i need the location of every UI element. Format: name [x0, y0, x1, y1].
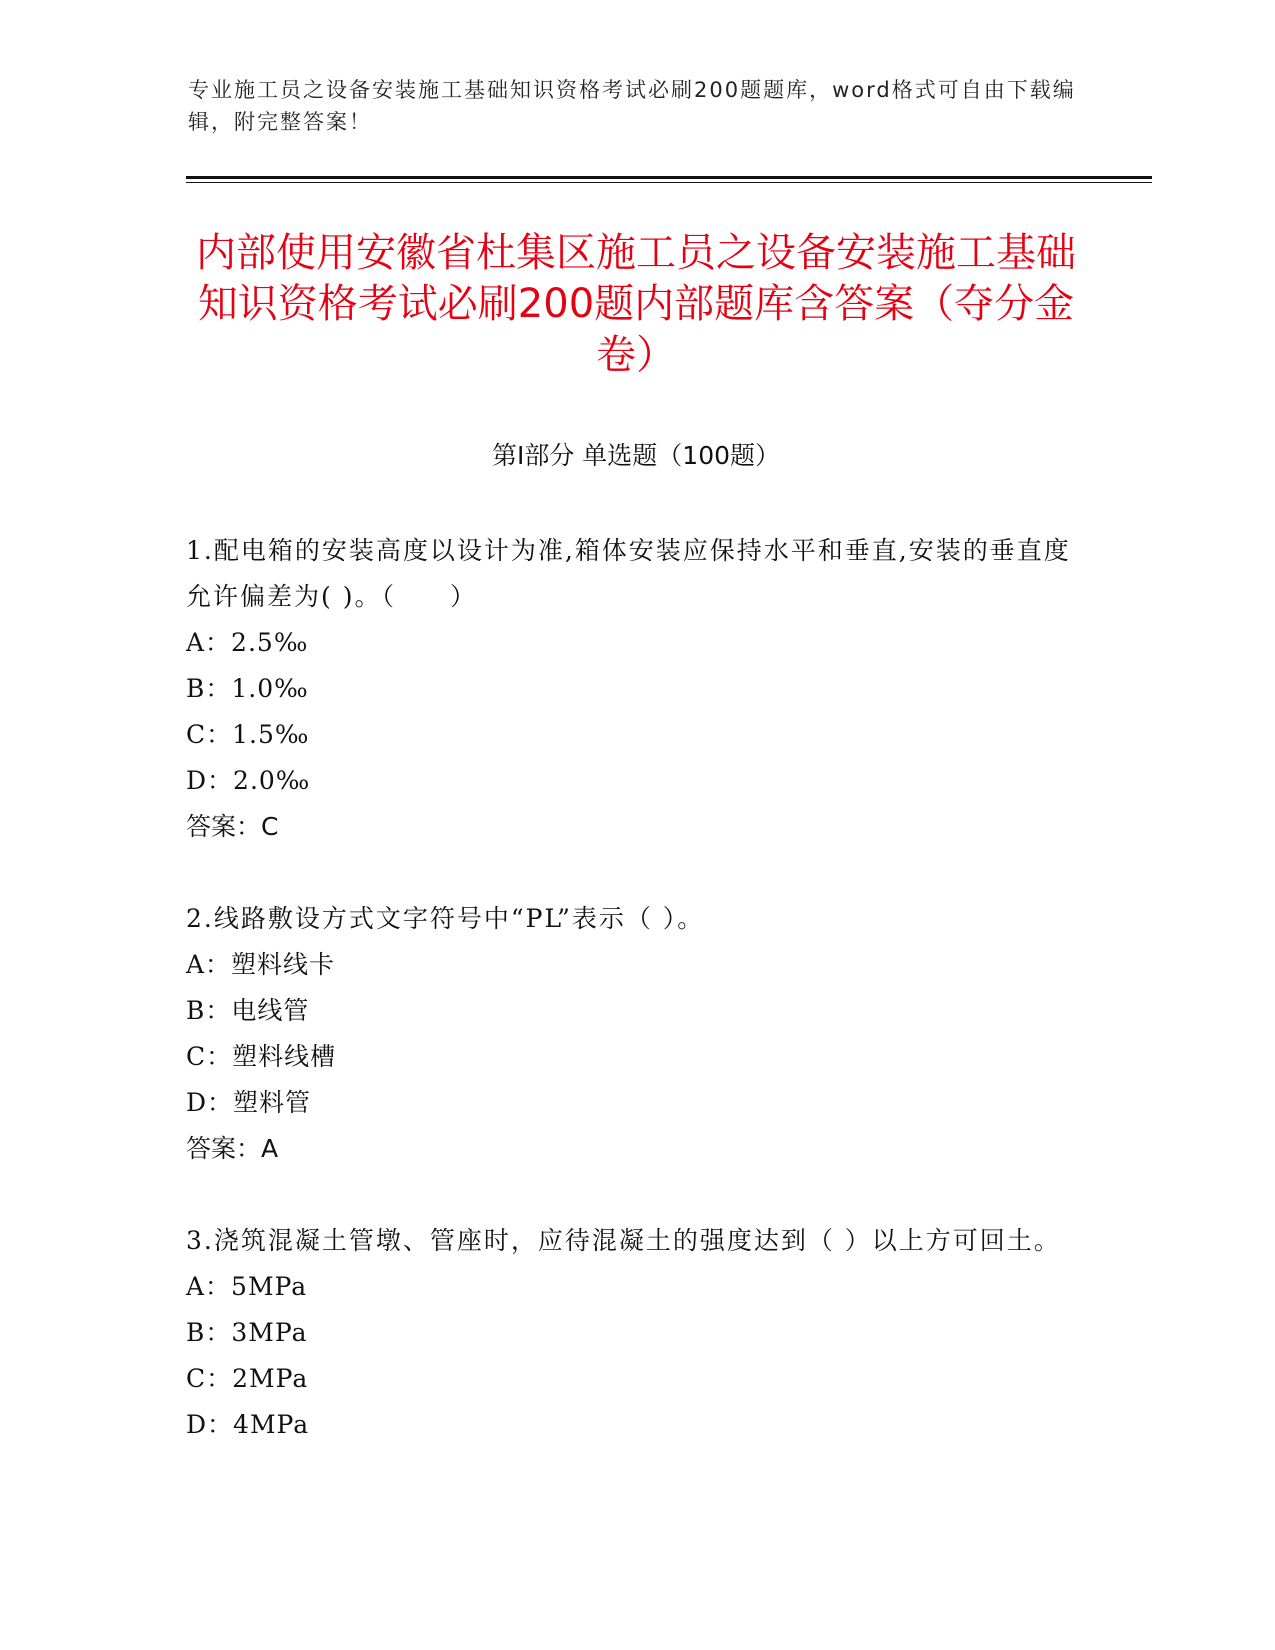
- question-stem: 2.线路敷设方式文字符号中“PL”表示（ ）。: [186, 904, 705, 933]
- option-c: C：塑料线槽: [186, 1042, 337, 1071]
- question-list: [186, 528, 1086, 1494]
- option-a: A：塑料线卡: [186, 950, 336, 979]
- question-1: [186, 528, 1086, 850]
- option-d: D：塑料管: [186, 1088, 312, 1117]
- answer: 答案：C: [186, 812, 279, 841]
- question-stem: 1.配电箱的安装高度以设计为准,箱体安装应保持水平和垂直,安装的垂直度允许偏差为( )。（ ）: [186, 536, 1071, 611]
- option-b: B：1.0‰: [186, 674, 309, 703]
- document-title: 内部使用安徽省杜集区施工员之设备安装施工基础知识资格考试必刷200题内部题库含答案（夺分金卷）: [196, 230, 1076, 378]
- option-d: D：4MPa: [186, 1410, 310, 1439]
- option-b: B：3MPa: [186, 1318, 308, 1347]
- option-d: D：2.0‰: [186, 766, 311, 795]
- option-a: A：2.5‰: [186, 628, 309, 657]
- header-rule-thin: [186, 182, 1152, 183]
- header-note: 专业施工员之设备安装施工基础知识资格考试必刷200题题库，word格式可自由下载编辑，附完整答案！: [188, 78, 1076, 134]
- option-b: B：电线管: [186, 996, 310, 1025]
- question-2: [186, 896, 1086, 1172]
- question-3: [186, 1218, 1086, 1448]
- option-c: C：1.5‰: [186, 720, 310, 749]
- question-stem: 3.浇筑混凝土管墩、管座时，应待混凝土的强度达到（ ）以上方可回土。: [186, 1226, 1061, 1255]
- header-rule-thick: [186, 176, 1152, 179]
- section-title: 第Ⅰ部分 单选题（100题）: [491, 441, 781, 470]
- option-a: A：5MPa: [186, 1272, 308, 1301]
- option-c: C：2MPa: [186, 1364, 309, 1393]
- answer: 答案：A: [186, 1134, 279, 1163]
